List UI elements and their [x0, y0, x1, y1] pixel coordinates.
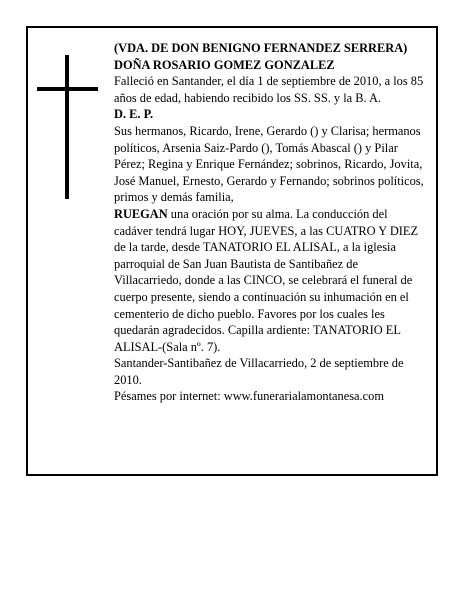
deceased-name: DOÑA ROSARIO GOMEZ GONZALEZ — [114, 57, 335, 72]
ceremony-text: una oración por su alma. La conducción del cadáver tendrá lugar HOY, JUEVES, a las CUATRO Y DIEZ de la tarde, desde TANATORIO EL ALISAL, a la iglesia parroquial de San Juan Bautista de Santibañez de Villacarriedo, donde a las CINCO, se celebrará el funeral de cuerpo presente, siendo a continuación su inhumación en el cementerio de dicho pueblo. Favores por los cuales les quedarán agradecidos. Capilla ardiente: TANATORIO EL ALISAL-(Sala nº. 7). — [114, 206, 419, 354]
obituary-text — [114, 40, 424, 405]
place-date: Santander-Santibañez de Villacarriedo, 2 de septiembre de 2010. — [114, 356, 404, 387]
widow-of-line: (VDA. DE DON BENIGNO FERNANDEZ SERRERA) — [114, 41, 408, 55]
ceremony-details — [114, 206, 424, 355]
cross-icon-vertical-bar — [65, 55, 69, 199]
family-list: Sus hermanos, Ricardo, Irene, Gerardo () y Clarisa; hermanos políticos, Arsenia Saiz-Pardo (), Tomás Abascal () y Pilar Pérez; Regina y Enrique Fernández; sobrinos, Ricardo, Jovita, José Manuel, Ernesto, Gerardo y Fernando; sobrinos políticos, primos y demás familia, — [114, 123, 424, 205]
death-details: Falleció en Santander, el día 1 de septiembre de 2010, a los 85 años de edad, habiendo recibido los SS. SS. y la B. A. — [114, 74, 424, 105]
ruegan-word: RUEGAN — [114, 206, 168, 221]
cross-icon-horizontal-bar — [37, 87, 98, 91]
condolences-line: Pésames por internet: www.funerarialamontanesa.com — [114, 389, 384, 404]
rip-line: D. E. P. — [114, 107, 154, 122]
